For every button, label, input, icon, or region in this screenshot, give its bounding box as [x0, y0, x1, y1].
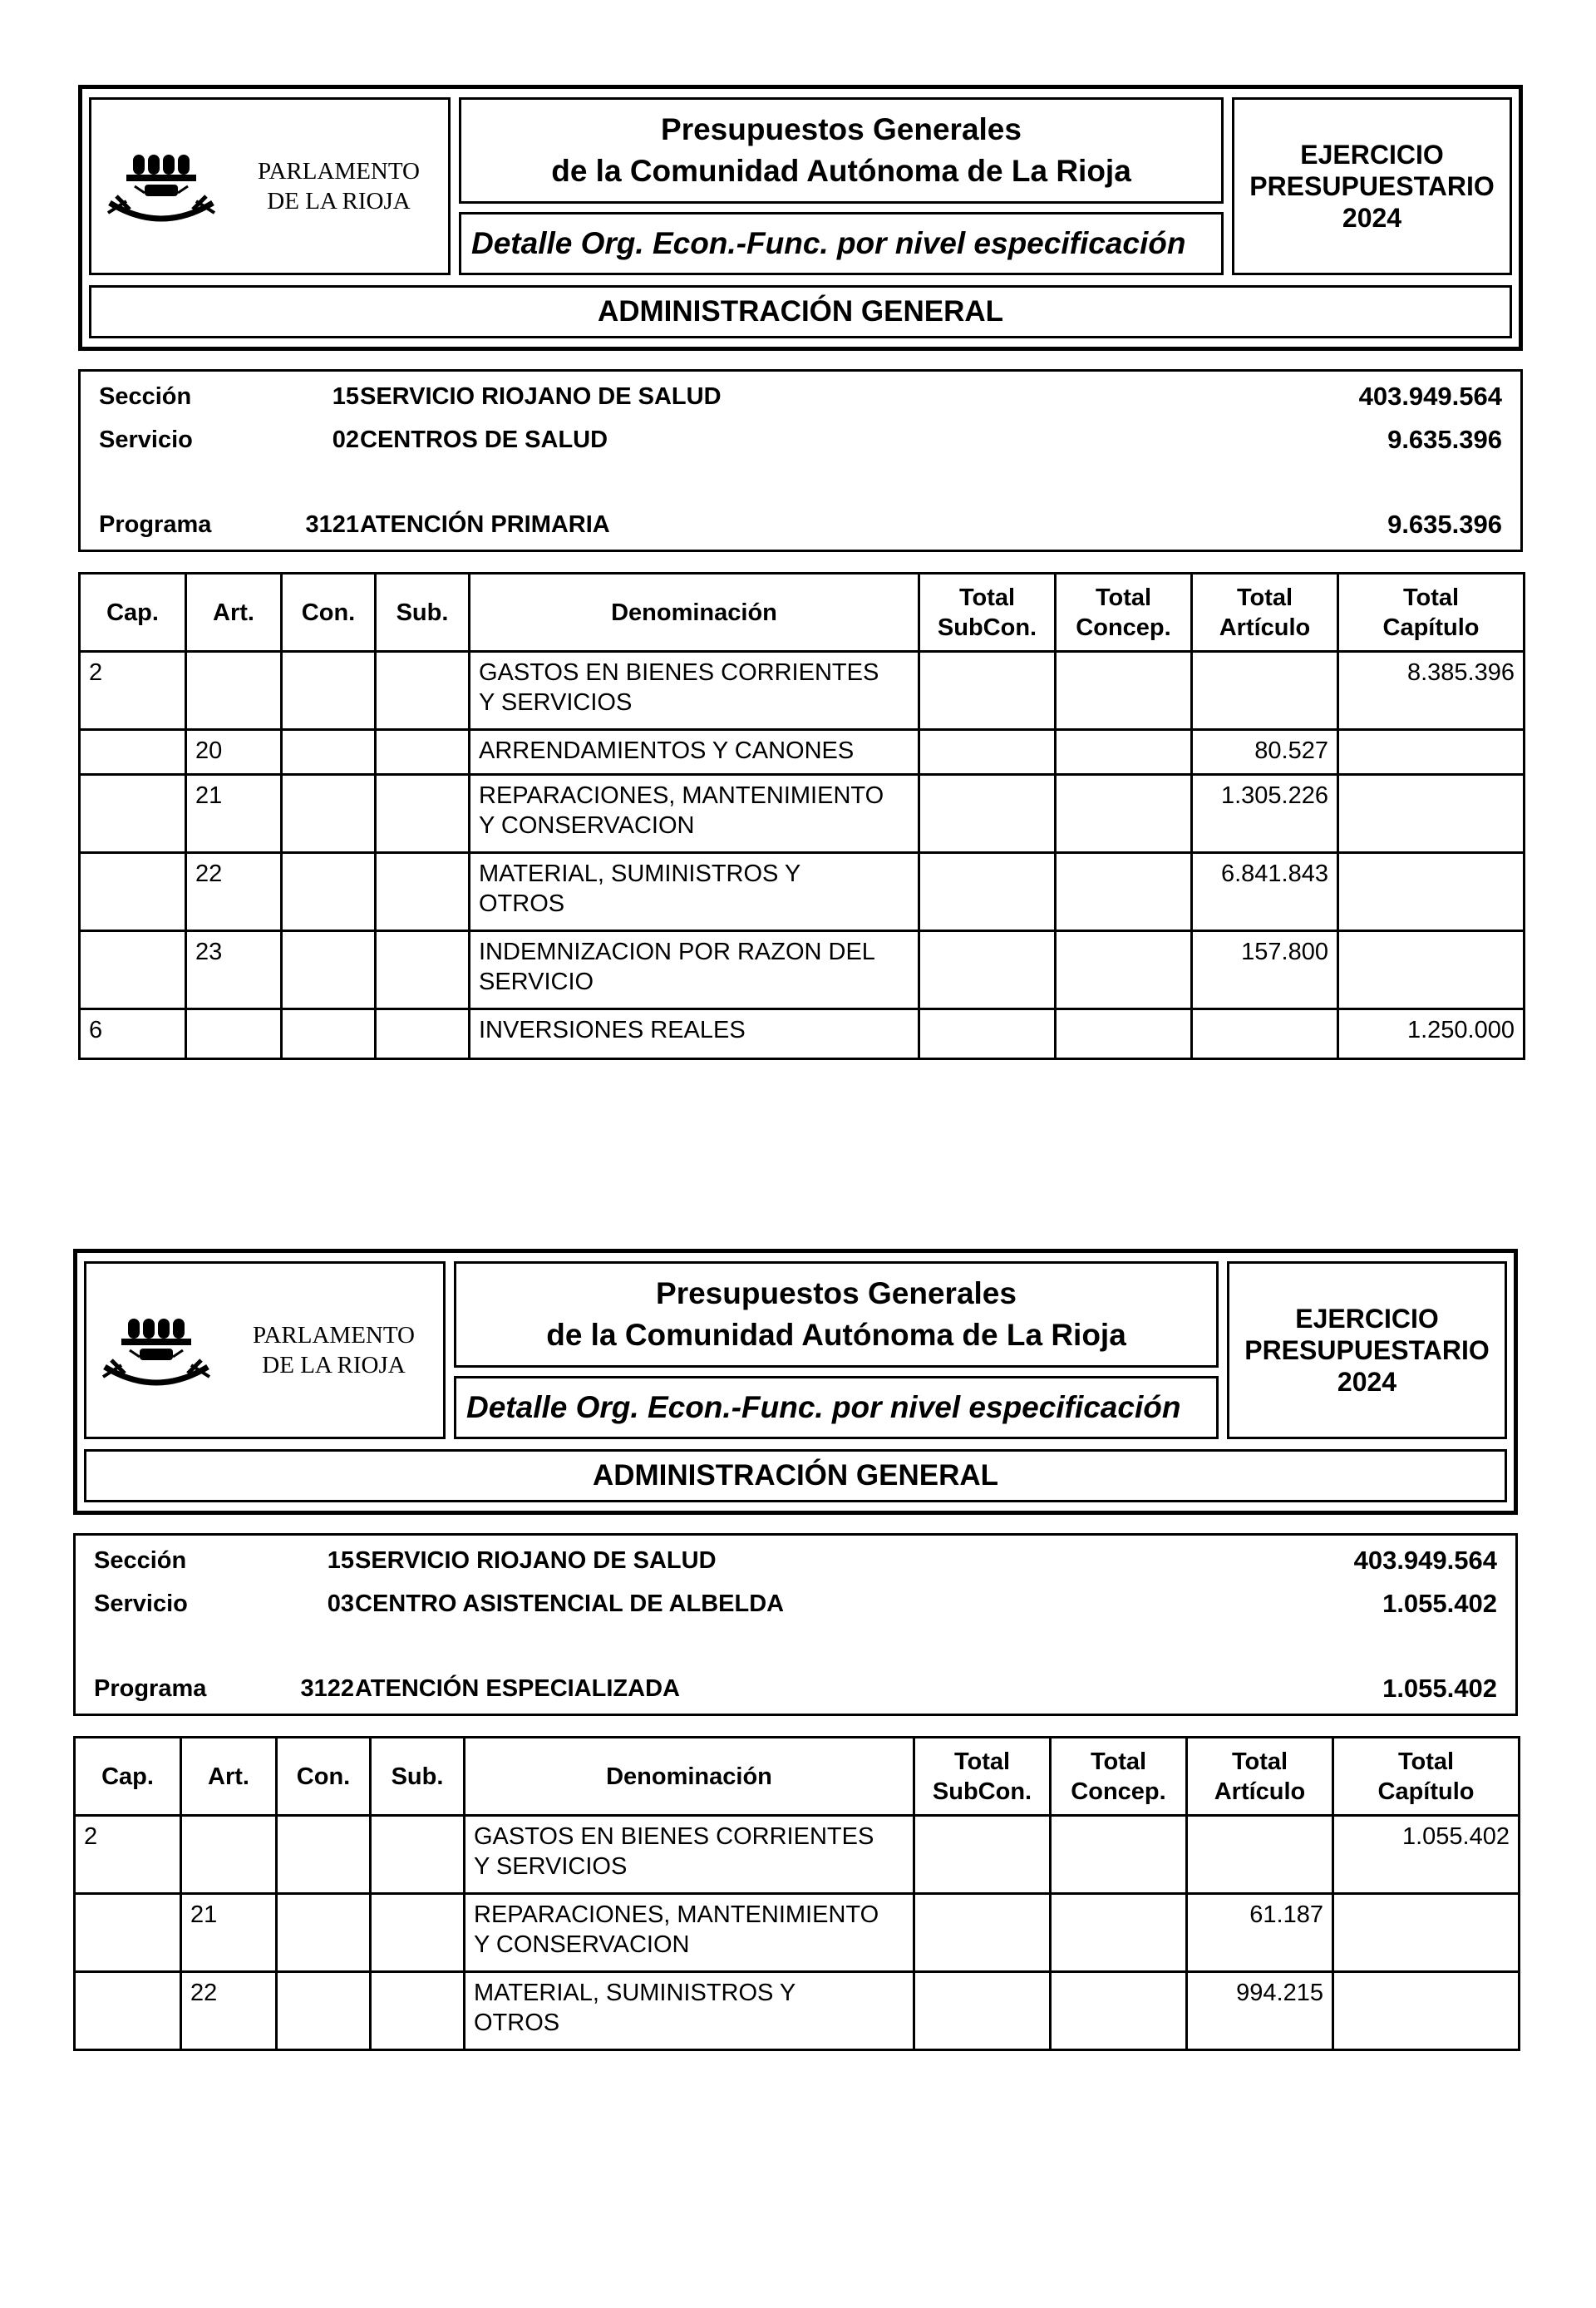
cell-con [282, 730, 376, 775]
logo-line-2: DE LA RIOJA [267, 188, 411, 215]
cell-total-subcon [914, 1894, 1051, 1972]
table-row [80, 775, 1525, 853]
fiscal-year: 2024 [1342, 203, 1402, 233]
cell-total-capitulo [1338, 853, 1525, 931]
budget-block [73, 1249, 1518, 2051]
col-con: Con. [277, 1738, 371, 1816]
logo-line-1: PARLAMENTO [253, 1322, 415, 1349]
servicio-row: Servicio 03 CENTRO ASISTENCIAL DE ALBELDA 1.055.402 [94, 1589, 1497, 1618]
cell-con [282, 775, 376, 853]
table-row [80, 652, 1525, 730]
cell-art: 21 [181, 1894, 277, 1972]
col-total-subcon: Total SubCon. [914, 1738, 1051, 1816]
table-row [75, 1816, 1520, 1894]
table-header-row [80, 574, 1525, 652]
cell-con [282, 853, 376, 931]
col-art: Art. [181, 1738, 277, 1816]
budget-header [73, 1249, 1518, 1515]
cell-total-concep [1051, 1894, 1187, 1972]
col-cap: Cap. [80, 574, 186, 652]
col-total-concep: Total Concep. [1051, 1738, 1187, 1816]
fiscal-year-box: EJERCICIO PRESUPUESTARIO 2024 [1227, 1261, 1507, 1439]
administration-label: ADMINISTRACIÓN GENERAL [89, 285, 1512, 338]
cell-total-subcon [919, 730, 1056, 775]
parliament-logo [84, 1261, 446, 1439]
col-denominacion: Denominación [470, 574, 919, 652]
cell-total-concep [1056, 775, 1192, 853]
cell-denominacion: GASTOS EN BIENES CORRIENTES Y SERVICIOS [470, 652, 919, 730]
cell-total-articulo [1187, 1816, 1333, 1894]
cell-total-capitulo: 8.385.396 [1338, 652, 1525, 730]
cell-total-concep [1051, 1972, 1187, 2050]
cell-art: 22 [181, 1972, 277, 2050]
table-header-row [75, 1738, 1520, 1816]
cell-total-capitulo [1338, 730, 1525, 775]
budget-subtitle: Detalle Org. Econ.-Func. por nivel especificación [454, 1376, 1219, 1439]
cell-cap [75, 1894, 181, 1972]
budget-header [78, 85, 1523, 351]
cell-con [277, 1972, 371, 2050]
cell-total-concep [1056, 931, 1192, 1009]
col-sub: Sub. [371, 1738, 465, 1816]
cell-total-capitulo [1338, 931, 1525, 1009]
cell-total-articulo: 80.527 [1192, 730, 1338, 775]
col-cap: Cap. [75, 1738, 181, 1816]
cell-total-articulo [1192, 1009, 1338, 1059]
cell-cap [80, 775, 186, 853]
cell-con [282, 931, 376, 1009]
cell-denominacion: REPARACIONES, MANTENIMIENTO Y CONSERVACION [470, 775, 919, 853]
cell-total-articulo [1192, 652, 1338, 730]
col-total-articulo: Total Artículo [1187, 1738, 1333, 1816]
cell-total-subcon [919, 1009, 1056, 1059]
cell-sub [371, 1816, 465, 1894]
cell-sub [376, 931, 470, 1009]
cell-art [186, 652, 282, 730]
cell-art [181, 1816, 277, 1894]
cell-sub [376, 853, 470, 931]
table-row [80, 853, 1525, 931]
table-row [75, 1894, 1520, 1972]
administration-label: ADMINISTRACIÓN GENERAL [84, 1449, 1507, 1502]
budget-title: Presupuestos Generales de la Comunidad Autónoma de La Rioja [454, 1261, 1219, 1368]
cell-art: 20 [186, 730, 282, 775]
cell-denominacion: ARRENDAMIENTOS Y CANONES [470, 730, 919, 775]
programa-row: Programa 3122 ATENCIÓN ESPECIALIZADA 1.055.402 [94, 1674, 1497, 1703]
org-info-box [78, 369, 1523, 552]
cell-total-articulo: 61.187 [1187, 1894, 1333, 1972]
col-total-capitulo: Total Capítulo [1338, 574, 1525, 652]
budget-subtitle: Detalle Org. Econ.-Func. por nivel especificación [459, 212, 1224, 275]
cell-total-articulo: 157.800 [1192, 931, 1338, 1009]
budget-table [78, 572, 1525, 1060]
cell-denominacion: REPARACIONES, MANTENIMIENTO Y CONSERVACION [465, 1894, 914, 1972]
cell-total-subcon [919, 775, 1056, 853]
cell-cap [80, 730, 186, 775]
col-total-concep: Total Concep. [1056, 574, 1192, 652]
col-sub: Sub. [376, 574, 470, 652]
cell-sub [376, 1009, 470, 1059]
col-total-subcon: Total SubCon. [919, 574, 1056, 652]
logo-line-2: DE LA RIOJA [262, 1352, 406, 1378]
cell-sub [376, 775, 470, 853]
cell-art: 22 [186, 853, 282, 931]
cell-sub [376, 652, 470, 730]
cell-con [282, 1009, 376, 1059]
logo-line-1: PARLAMENTO [258, 158, 420, 185]
cell-cap: 6 [80, 1009, 186, 1059]
cell-art: 23 [186, 931, 282, 1009]
table-row [75, 1972, 1520, 2050]
cell-total-articulo: 6.841.843 [1192, 853, 1338, 931]
parliament-logo [89, 97, 451, 275]
cell-con [277, 1894, 371, 1972]
seccion-row: Sección 15 SERVICIO RIOJANO DE SALUD 403.949.564 [99, 382, 1502, 411]
cell-denominacion: INDEMNIZACION POR RAZON DEL SERVICIO [470, 931, 919, 1009]
cell-total-capitulo [1333, 1972, 1520, 2050]
cell-con [282, 652, 376, 730]
cell-total-concep [1056, 652, 1192, 730]
col-art: Art. [186, 574, 282, 652]
org-info-box [73, 1533, 1518, 1716]
cell-denominacion: MATERIAL, SUMINISTROS Y OTROS [465, 1972, 914, 2050]
budget-block [78, 85, 1523, 1060]
parliament-emblem-icon [101, 136, 251, 236]
cell-total-subcon [919, 652, 1056, 730]
cell-total-concep [1051, 1816, 1187, 1894]
cell-total-capitulo [1333, 1894, 1520, 1972]
servicio-row: Servicio 02 CENTROS DE SALUD 9.635.396 [99, 425, 1502, 454]
cell-denominacion: MATERIAL, SUMINISTROS Y OTROS [470, 853, 919, 931]
cell-total-concep [1056, 1009, 1192, 1059]
col-denominacion: Denominación [465, 1738, 914, 1816]
table-row [80, 1009, 1525, 1059]
col-con: Con. [282, 574, 376, 652]
cell-total-articulo: 994.215 [1187, 1972, 1333, 2050]
cell-sub [371, 1894, 465, 1972]
cell-total-subcon [919, 931, 1056, 1009]
cell-denominacion: GASTOS EN BIENES CORRIENTES Y SERVICIOS [465, 1816, 914, 1894]
budget-table [73, 1736, 1520, 2051]
cell-total-concep [1056, 853, 1192, 931]
cell-cap: 2 [80, 652, 186, 730]
table-row [80, 931, 1525, 1009]
seccion-row: Sección 15 SERVICIO RIOJANO DE SALUD 403.949.564 [94, 1546, 1497, 1575]
parliament-emblem-icon [96, 1300, 246, 1400]
cell-total-capitulo [1338, 775, 1525, 853]
cell-sub [371, 1972, 465, 2050]
cell-total-subcon [914, 1816, 1051, 1894]
fiscal-year-box: EJERCICIO PRESUPUESTARIO 2024 [1232, 97, 1512, 275]
cell-total-capitulo: 1.250.000 [1338, 1009, 1525, 1059]
cell-total-subcon [914, 1972, 1051, 2050]
cell-total-articulo: 1.305.226 [1192, 775, 1338, 853]
cell-total-capitulo: 1.055.402 [1333, 1816, 1520, 1894]
cell-cap [75, 1972, 181, 2050]
col-total-articulo: Total Artículo [1192, 574, 1338, 652]
cell-con [277, 1816, 371, 1894]
budget-title: Presupuestos Generales de la Comunidad Autónoma de La Rioja [459, 97, 1224, 204]
cell-cap: 2 [75, 1816, 181, 1894]
cell-total-concep [1056, 730, 1192, 775]
cell-art: 21 [186, 775, 282, 853]
fiscal-year: 2024 [1337, 1367, 1397, 1397]
table-row [80, 730, 1525, 775]
programa-row: Programa 3121 ATENCIÓN PRIMARIA 9.635.396 [99, 510, 1502, 539]
cell-cap [80, 853, 186, 931]
cell-denominacion: INVERSIONES REALES [470, 1009, 919, 1059]
cell-sub [376, 730, 470, 775]
col-total-capitulo: Total Capítulo [1333, 1738, 1520, 1816]
cell-art [186, 1009, 282, 1059]
cell-total-subcon [919, 853, 1056, 931]
cell-cap [80, 931, 186, 1009]
